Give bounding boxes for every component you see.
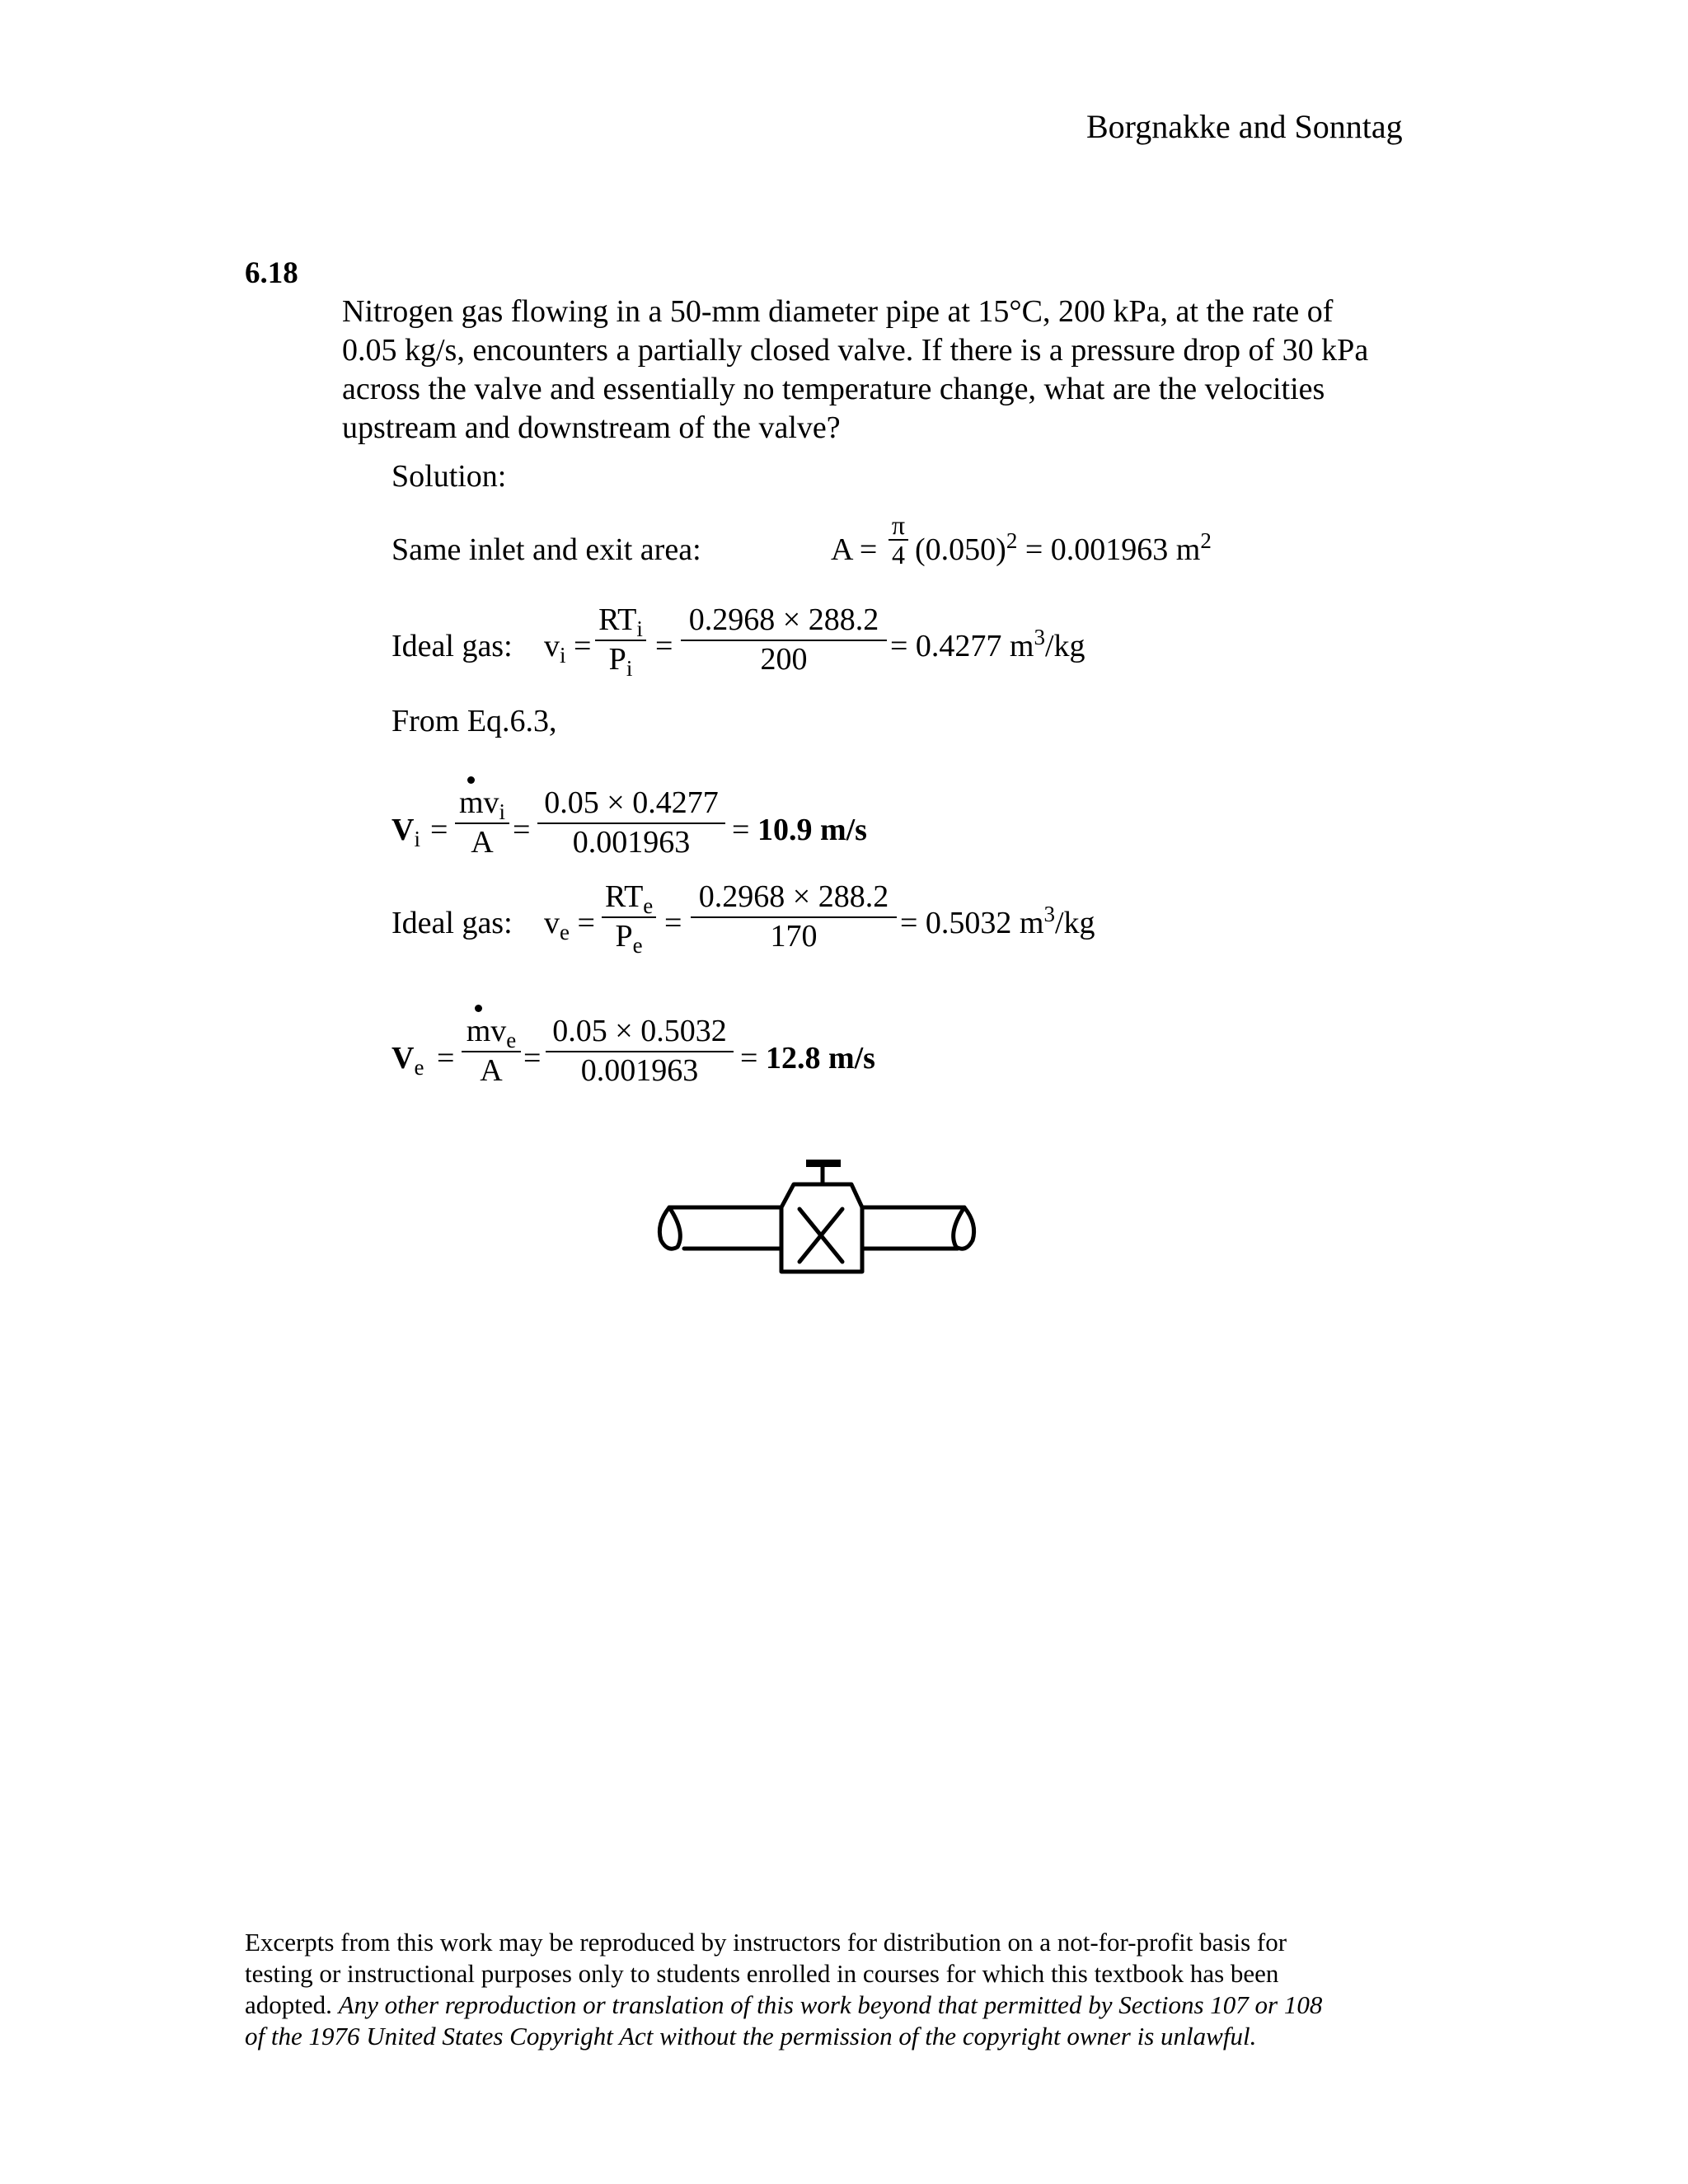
vi-frac-2	[681, 602, 887, 677]
problem-line: upstream and downstream of the valve?	[342, 410, 841, 445]
Ve-frac-1-num: $mv_e$	[466, 1014, 517, 1052]
vi-equals: =	[574, 629, 592, 663]
vi-equals-2: =	[655, 629, 673, 663]
area-lhs: A =	[831, 532, 878, 567]
ve-frac-1-den: $P_e$	[602, 916, 656, 954]
mass-flow-dot	[467, 776, 475, 784]
Vi-frac-1	[455, 785, 509, 860]
pi-symbol: π	[891, 510, 906, 540]
ve-frac-2-num: 0.2968 × 288.2	[698, 879, 889, 914]
Ve-equals: =	[437, 1041, 455, 1076]
area-result-exponent: 2	[1200, 528, 1212, 553]
Vi-frac-1-num: $mv_i$	[458, 785, 506, 824]
Ve-frac-1	[462, 1013, 521, 1089]
vi-symbol: v	[544, 629, 560, 663]
Vi-var	[392, 812, 420, 851]
valve-handle	[806, 1160, 841, 1167]
ve-equals: =	[577, 906, 595, 940]
Vi-frac-2	[537, 785, 725, 860]
footer-line: adopted. Any other reproduction or translation of this work beyond that permitted by Sections 107 or 108	[245, 1990, 1323, 2019]
Ve-frac-1-den: A	[462, 1051, 521, 1089]
vi-result: = 0.4277 $m^3/kg$	[890, 625, 1085, 663]
area-diameter: (0.050)	[915, 532, 1006, 567]
Vi-symbol: V	[392, 813, 415, 847]
ve-frac-1-num: $RT_e$	[605, 879, 654, 918]
pi-over-four	[889, 511, 908, 569]
vi-frac-2-num: 0.2968 × 288.2	[688, 602, 879, 637]
vi-subscript: i	[560, 643, 566, 668]
ve-frac-2	[691, 879, 897, 954]
Ve-result: = 12.8 m/s	[740, 1041, 875, 1076]
valve-body	[781, 1184, 862, 1272]
Vi-subscript: i	[414, 827, 420, 851]
Ve-frac-2-den: 0.001963	[546, 1051, 734, 1089]
Vi-result: = 10.9 m/s	[732, 813, 867, 847]
copyright-footer	[245, 1927, 1322, 2052]
footer-line: of the 1976 United States Copyright Act without the permission of the copyright owner is unlawful.	[245, 2022, 1257, 2050]
problem-statement	[342, 293, 1368, 448]
Vi-equals-2: =	[513, 813, 531, 847]
valve-diagram	[651, 1150, 997, 1282]
vi-label: Ideal gas:	[392, 629, 513, 663]
Ve-equals-2: =	[523, 1041, 542, 1076]
from-eq-label: From Eq.6.3,	[392, 704, 557, 738]
pipe-right-end	[954, 1207, 974, 1249]
vi-frac-1-num: $RT_i$	[598, 602, 643, 641]
vi-frac-1	[595, 602, 646, 681]
vi-var	[544, 628, 592, 668]
area-result: = 0.001963 m	[1025, 532, 1201, 567]
Ve-var	[392, 1040, 424, 1080]
ve-label: Ideal gas:	[392, 906, 513, 940]
Ve-frac-2	[546, 1013, 734, 1089]
problem-line: Nitrogen gas flowing in a 50-mm diameter pipe at 15°C, 200 kPa, at the rate of	[342, 294, 1334, 329]
ve-result: = 0.5032 $m^3/kg$	[900, 902, 1095, 940]
area-exponent: 2	[1006, 528, 1018, 553]
Vi-frac-2-num: 0.05 × 0.4277	[544, 785, 719, 820]
Ve-symbol: V	[392, 1041, 415, 1076]
ve-var	[544, 905, 595, 944]
pipe-left-end	[659, 1207, 680, 1249]
Vi-frac-2-den: 0.001963	[537, 823, 725, 860]
ve-symbol: v	[544, 906, 560, 940]
problem-number: 6.18	[245, 256, 298, 290]
vi-frac-1-den: $P_i$	[595, 640, 646, 677]
solution-label: Solution:	[392, 459, 507, 494]
Vi-equals: =	[430, 813, 448, 847]
Vi-frac-1-den: A	[455, 823, 509, 860]
problem-line: 0.05 kg/s, encounters a partially closed valve. If there is a pressure drop of 30 kPa	[342, 333, 1369, 368]
area-label: Same inlet and exit area:	[392, 532, 701, 567]
mass-flow-dot	[475, 1005, 482, 1012]
ve-equals-2: =	[664, 906, 682, 940]
four: 4	[889, 539, 908, 569]
area-expression	[915, 528, 1212, 568]
ve-subscript: e	[560, 920, 570, 944]
footer-line: Excerpts from this work may be reproduced by instructors for distribution on a not-for-profit basis for	[245, 1928, 1287, 1957]
footer-line: testing or instructional purposes only to students enrolled in courses for which this textbook has been	[245, 1959, 1279, 1988]
ve-frac-1	[602, 879, 656, 958]
Ve-frac-2-num: 0.05 × 0.5032	[552, 1014, 727, 1048]
ve-frac-2-den: 170	[691, 916, 897, 954]
problem-line: across the valve and essentially no temperature change, what are the velocities	[342, 372, 1325, 406]
Ve-subscript: e	[414, 1055, 424, 1080]
page-header-authors: Borgnakke and Sonntag	[1086, 108, 1403, 145]
vi-frac-2-den: 200	[681, 640, 887, 677]
